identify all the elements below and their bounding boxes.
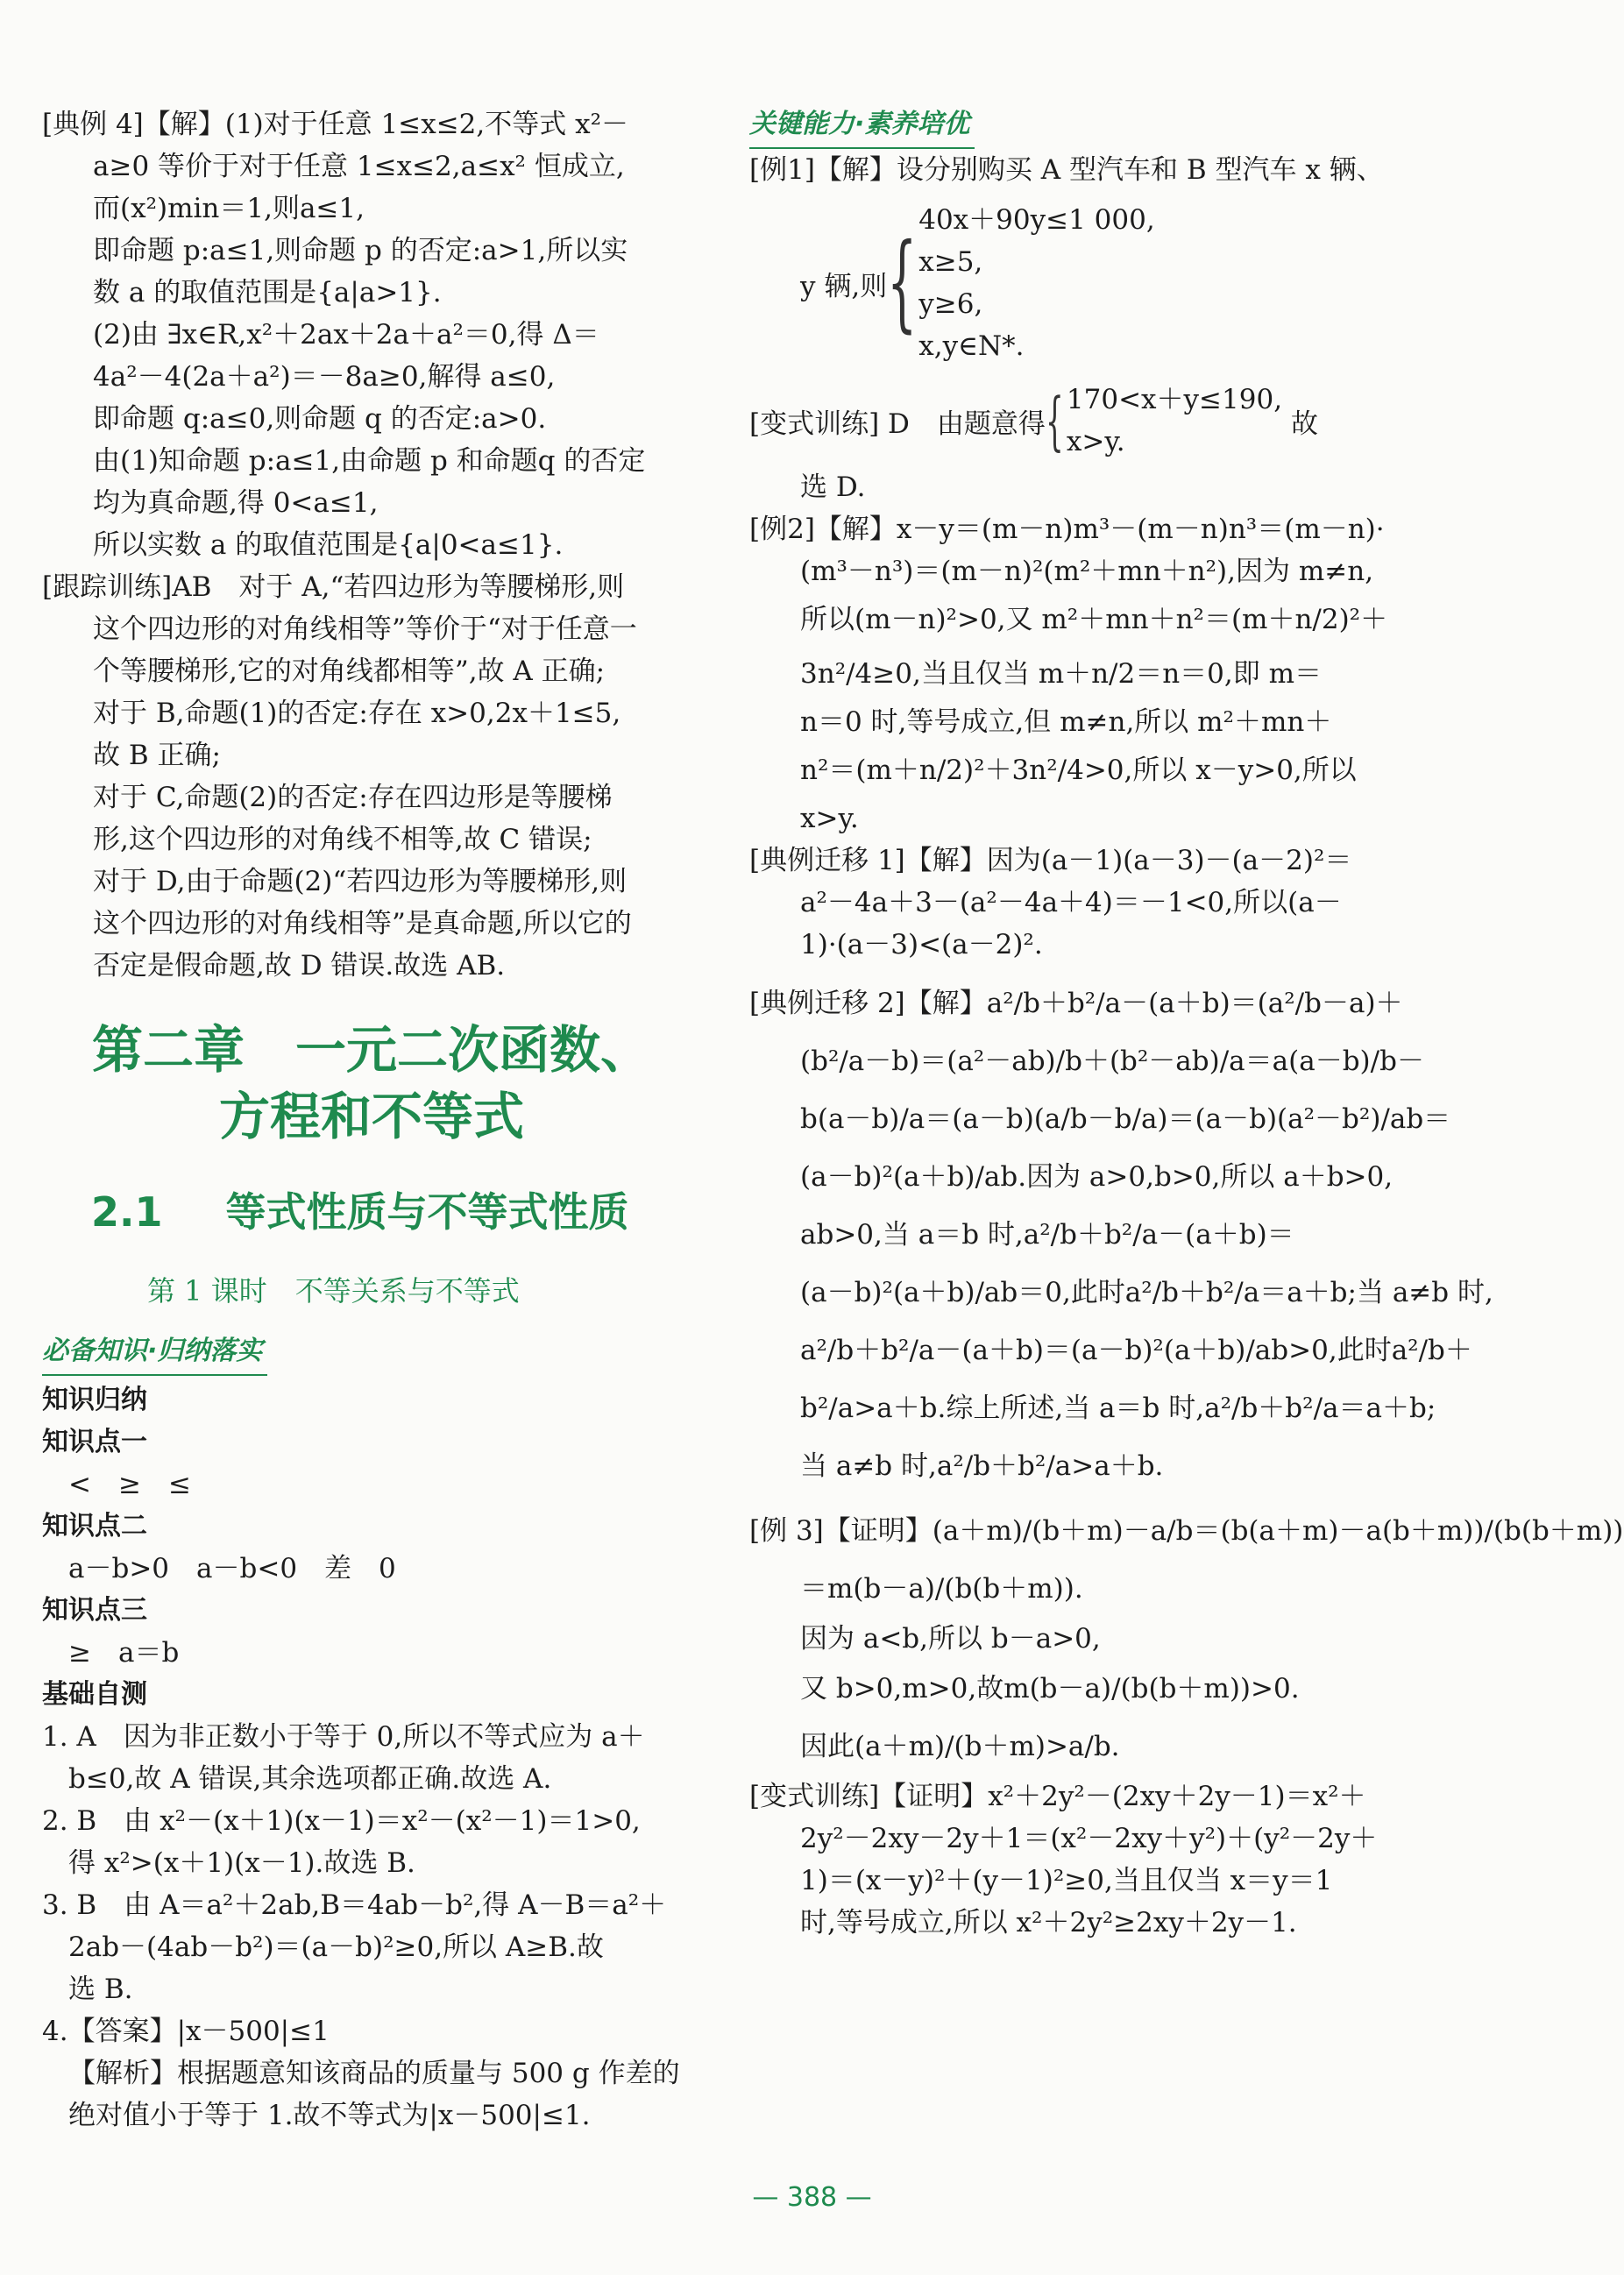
text-line: x>y. <box>800 803 859 834</box>
chapter-title-line: 方程和不等式 <box>218 1087 524 1146</box>
text-line: 2y²－2xy－2y＋1＝(x²－2xy＋y²)＋(y²－2y＋ <box>800 1823 1378 1854</box>
text-line: 选 B. <box>68 1974 133 2005</box>
text-line: 1. A 因为非正数小于等于 0,所以不等式应为 a＋ <box>42 1721 645 1753</box>
example4-solution <box>42 103 701 566</box>
text-line: 对于 B,命题(1)的否定:存在 x>0,2x＋1≤5, <box>93 698 621 729</box>
brace-icon: { <box>1045 384 1064 457</box>
text-line: 选 D. <box>800 471 866 503</box>
text-line: 个等腰梯形,它的对角线都相等”,故 A 正确; <box>93 656 606 687</box>
variant-training-1 <box>749 375 1415 466</box>
variant-training-2 <box>749 1775 1415 1944</box>
text-line: [跟踪训练]AB 对于 A,“若四边形为等腰梯形,则 <box>42 571 625 603</box>
text-line: n＝0 时,等号成立,但 m≠n,所以 m²＋mn＋ <box>800 706 1332 738</box>
text-line: 均为真命题,得 0<a≤1, <box>93 487 379 519</box>
text-line: [典例迁移 2]【解】a²/b＋b²/a－(a＋b)＝(a²/b－a)＋ <box>749 988 1403 1019</box>
chapter-title <box>42 1017 701 1150</box>
text-line: [典例迁移 1]【解】因为(a－1)(a－3)－(a－2)²＝ <box>749 845 1352 876</box>
text-line: ＝m(b－a)/(b(b＋m)). <box>800 1573 1083 1605</box>
kn-heading: 知识点三 <box>42 1595 147 1626</box>
text-line: [变式训练]【证明】x²＋2y²－(2xy＋2y－1)＝x²＋ <box>749 1781 1366 1812</box>
system-row: x≥5, <box>918 246 983 278</box>
chapter-title-line: 第二章 一元二次函数、 <box>91 1020 651 1080</box>
basic-self-test <box>42 1716 701 2137</box>
text-line: 又 b>0,m>0,故m(b－a)/(b(b＋m))>0. <box>800 1673 1300 1704</box>
text-line: 当 a≠b 时,a²/b＋b²/a>a＋b. <box>800 1450 1164 1482</box>
text-line: 数 a 的取值范围是{a|a>1}. <box>93 277 442 308</box>
tracking-training <box>42 566 701 987</box>
text-line: 4a²－4(2a＋a²)＝－8a≥0,解得 a≤0, <box>93 361 556 393</box>
text-line: 否定是假命题,故 D 错误.故选 AB. <box>93 950 506 982</box>
text-line: b²/a>a＋b.综上所述,当 a＝b 时,a²/b＋b²/a＝a＋b; <box>800 1393 1436 1424</box>
variant-prefix: [变式训练] D 由题意得 <box>749 408 1046 440</box>
right-column <box>749 103 1624 1944</box>
system-row: y≥6, <box>918 288 983 320</box>
page-number: — 388 — <box>752 2182 872 2213</box>
text-line: (a－b)²(a＋b)/ab＝0,此时a²/b＋b²/a＝a＋b;当 a≠b 时, <box>800 1277 1493 1308</box>
text-line: (b²/a－b)＝(a²－ab)/b＋(b²－ab)/a＝a(a－b)/b－ <box>800 1045 1424 1077</box>
text-line: b≤0,故 A 错误,其余选项都正确.故选 A. <box>68 1763 552 1795</box>
text-line: ab>0,当 a＝b 时,a²/b＋b²/a－(a＋b)＝ <box>800 1219 1294 1251</box>
text-line: [例 3]【证明】(a＋m)/(b＋m)－a/b＝(b(a＋m)－a(b＋m))/(b(b＋m)) <box>749 1515 1624 1547</box>
text-line: 所以(m－n)²>0,又 m²＋mn＋n²＝(m＋n/2)²＋ <box>800 604 1388 635</box>
text-line: [例2]【解】x－y＝(m－n)m³－(m－n)n³＝(m－n)· <box>749 514 1385 545</box>
text-line: a≥0 等价于对于任意 1≤x≤2,a≤x² 恒成立, <box>93 151 625 182</box>
section-number: 2.1 <box>91 1188 163 1236</box>
text-line: 形,这个四边形的对角线不相等,故 C 错误; <box>93 824 592 855</box>
system-rows <box>918 199 1154 367</box>
text-line: 绝对值小于等于 1.故不等式为|x－500|≤1. <box>68 2100 591 2131</box>
text-line: 故 B 正确; <box>93 740 221 771</box>
example1 <box>749 149 1415 375</box>
system-row: 170<x＋y≤190, <box>1066 384 1283 415</box>
system-row: 40x＋90y≤1 000, <box>918 204 1155 236</box>
text-line: 2ab－(4ab－b²)＝(a－b)²≥0,所以 A≥B.故 <box>68 1931 604 1963</box>
text-line: 所以实数 a 的取值范围是{a|0<a≤1}. <box>93 529 564 561</box>
text-line: 而(x²)min＝1,则a≤1, <box>93 193 365 224</box>
system-rows <box>1067 379 1282 463</box>
text-line: 3. B 由 A＝a²＋2ab,B＝4ab－b²,得 A－B＝a²＋ <box>42 1889 667 1921</box>
text-line: 因此(a＋m)/(b＋m)>a/b. <box>800 1731 1120 1762</box>
text-line: 即命题 q:a≤0,则命题 q 的否定:a>0. <box>93 403 547 435</box>
text-line: (m³－n³)＝(m－n)²(m²＋mn＋n²),因为 m≠n, <box>800 556 1374 587</box>
kn-answer: ≥ a＝b <box>68 1637 180 1669</box>
section-banner: 必备知识·归纳落实 <box>42 1330 267 1376</box>
text-line: 2. B 由 x²－(x＋1)(x－1)＝x²－(x²－1)＝1>0, <box>42 1805 641 1837</box>
text-line: 1)·(a－3)<(a－2)². <box>800 929 1043 960</box>
section-heading <box>42 1185 701 1239</box>
inequality-system <box>749 191 1415 375</box>
text-line: 对于 D,由于命题(2)“若四边形为等腰梯形,则 <box>93 866 628 897</box>
system-prefix: y 辆,则 <box>800 270 888 302</box>
text-line: a²/b＋b²/a－(a＋b)＝(a－b)²(a＋b)/ab>0,此时a²/b＋ <box>800 1335 1472 1366</box>
example2 <box>749 508 1415 840</box>
text-line: 3n²/4≥0,当且仅当 m＋n/2＝n＝0,即 m＝ <box>800 658 1323 690</box>
text-line: 因为 a<b,所以 b－a>0, <box>800 1623 1101 1655</box>
transfer-example-1 <box>749 840 1415 966</box>
text-line: n²＝(m＋n/2)²＋3n²/4>0,所以 x－y>0,所以 <box>800 755 1357 786</box>
kn-answer: a－b>0 a－b<0 差 0 <box>68 1553 396 1584</box>
system-row: x>y. <box>1066 426 1125 457</box>
text-line: 1)＝(x－y)²＋(y－1)²≥0,当且仅当 x＝y＝1 <box>800 1865 1333 1896</box>
left-column <box>42 103 701 2137</box>
text-line: [典例 4]【解】(1)对于任意 1≤x≤2,不等式 x²－ <box>42 109 629 140</box>
variant-suffix: 故 <box>1291 408 1319 440</box>
lesson-title: 第 1 课时 不等关系与不等式 <box>147 1274 520 1308</box>
text-line: 得 x²>(x＋1)(x－1).故选 B. <box>68 1847 415 1879</box>
text-line: 这个四边形的对角线相等”是真命题,所以它的 <box>93 908 632 939</box>
text-line: (a－b)²(a＋b)/ab.因为 a>0,b>0,所以 a＋b>0, <box>800 1161 1394 1193</box>
text-line: 由(1)知命题 p:a≤1,由命题 p 和命题q 的否定 <box>93 445 646 477</box>
transfer-example-2 <box>749 974 1493 1495</box>
text-line: 这个四边形的对角线相等”等价于“对于任意一 <box>93 613 637 645</box>
text-line: 4.【答案】|x－500|≤1 <box>42 2016 330 2047</box>
text-line: 【解析】根据题意知该商品的质量与 500 g 作差的 <box>68 2058 680 2089</box>
text-line: b(a－b)/a＝(a－b)(a/b－b/a)＝(a－b)(a²－b²)/ab＝ <box>800 1103 1451 1135</box>
text-line: 时,等号成立,所以 x²＋2y²≥2xy＋2y－1. <box>800 1907 1297 1938</box>
text-line: 对于 C,命题(2)的否定:存在四边形是等腰梯 <box>93 782 613 813</box>
knowledge-summary <box>42 1379 701 1716</box>
kn-answer: < ≥ ≤ <box>68 1469 191 1500</box>
text-line: (2)由 ∃x∈R,x²＋2ax＋2a＋a²＝0,得 Δ＝ <box>93 319 599 351</box>
kn-heading: 基础自测 <box>42 1679 147 1710</box>
text-line: [例1]【解】设分别购买 A 型汽车和 B 型汽车 x 辆、 <box>749 154 1384 186</box>
system-row: x,y∈N*. <box>918 330 1025 362</box>
kn-heading: 知识归纳 <box>42 1385 147 1415</box>
text-line: 即命题 p:a≤1,则命题 p 的否定:a>1,所以实 <box>93 235 628 266</box>
kn-heading: 知识点一 <box>42 1427 147 1457</box>
section-title: 等式性质与不等式性质 <box>225 1188 629 1236</box>
text-line: a²－4a＋3－(a²－4a＋4)＝－1<0,所以(a－ <box>800 887 1342 918</box>
example3 <box>749 1502 1624 1775</box>
section-banner: 关键能力·素养培优 <box>749 103 975 149</box>
kn-heading: 知识点二 <box>42 1511 147 1541</box>
brace-icon: { <box>887 222 918 344</box>
